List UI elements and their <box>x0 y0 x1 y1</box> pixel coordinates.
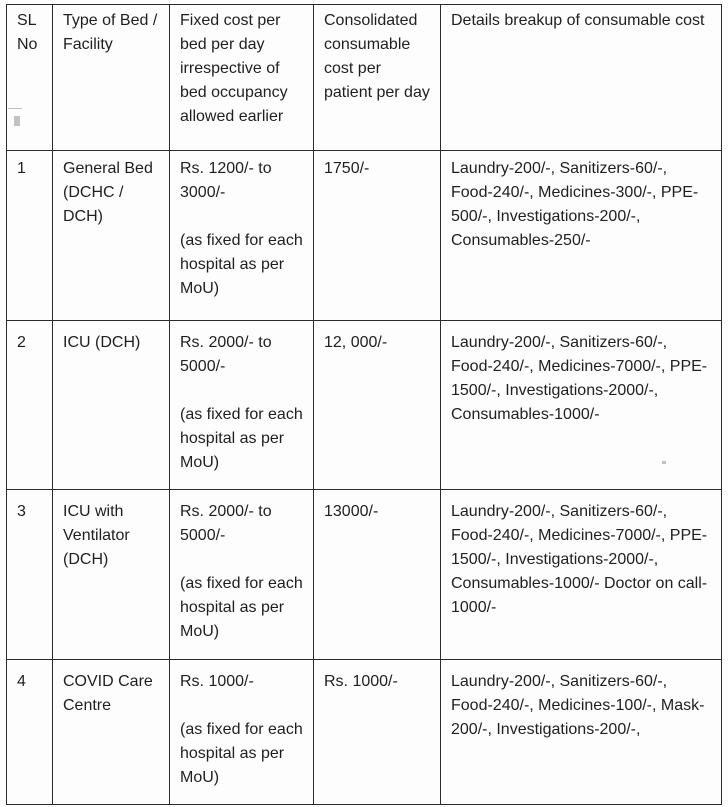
header-sl-no: SL No <box>7 5 53 151</box>
table-row <box>7 321 722 490</box>
row-fixed-cost <box>170 151 314 321</box>
row-consolidated-cost: 12, 000/- <box>314 321 441 490</box>
row-sl-no: 1 <box>7 151 53 321</box>
fixed-cost-range: Rs. 2000/- to 5000/- <box>180 334 272 375</box>
header-bed-type: Type of Bed / Facility <box>53 5 170 151</box>
row-bed-type: General Bed (DCHC / DCH) <box>53 151 170 321</box>
fixed-cost-range: Rs. 1200/- to 3000/- <box>180 160 272 201</box>
row-sl-no: 3 <box>7 490 53 660</box>
row-sl-no: 4 <box>7 660 53 805</box>
row-consolidated-cost: 1750/- <box>314 151 441 321</box>
row-bed-type: COVID Care Centre <box>53 660 170 805</box>
row-sl-no: 2 <box>7 321 53 490</box>
row-details-breakup: Laundry-200/-, Sanitizers-60/-, Food-240/-, Medicines-7000/-, PPE-1500/-, Investigations-2000/-, Consumables-1000/- Doctor on call-1000/- <box>441 490 722 660</box>
row-consolidated-cost: 13000/- <box>314 490 441 660</box>
row-details-breakup: Laundry-200/-, Sanitizers-60/-, Food-240/-, Medicines-300/-, PPE-500/-, Investigations-200/-, Consumables-250/- <box>441 151 722 321</box>
row-fixed-cost <box>170 660 314 805</box>
header-details-breakup: Details breakup of consumable cost <box>441 5 722 151</box>
bed-rate-table <box>6 4 722 805</box>
row-bed-type: ICU with Ventilator (DCH) <box>53 490 170 660</box>
row-fixed-cost <box>170 490 314 660</box>
fixed-cost-note: (as fixed for each hospital as per MoU) <box>180 721 303 786</box>
header-consolidated-cost: Consolidated consumable cost per patient per day <box>314 5 441 151</box>
fixed-cost-note: (as fixed for each hospital as per MoU) <box>180 232 303 297</box>
fixed-cost-note: (as fixed for each hospital as per MoU) <box>180 406 303 471</box>
table-row <box>7 151 722 321</box>
row-details-breakup: Laundry-200/-, Sanitizers-60/-, Food-240/-, Medicines-7000/-, PPE-1500/-, Investigations-2000/-, Consumables-1000/- <box>441 321 722 490</box>
row-bed-type: ICU (DCH) <box>53 321 170 490</box>
header-fixed-cost: Fixed cost per bed per day irrespective of bed occupancy allowed earlier <box>170 5 314 151</box>
row-fixed-cost <box>170 321 314 490</box>
row-consolidated-cost: Rs. 1000/- <box>314 660 441 805</box>
fixed-cost-range: Rs. 2000/- to 5000/- <box>180 503 272 544</box>
fixed-cost-range: Rs. 1000/- <box>180 673 254 690</box>
table-header-row <box>7 5 722 151</box>
table-row <box>7 490 722 660</box>
row-details-breakup: Laundry-200/-, Sanitizers-60/-, Food-240/-, Medicines-100/-, Mask-200/-, Investigations-200/-, <box>441 660 722 805</box>
fixed-cost-note: (as fixed for each hospital as per MoU) <box>180 575 303 640</box>
table-row <box>7 660 722 805</box>
